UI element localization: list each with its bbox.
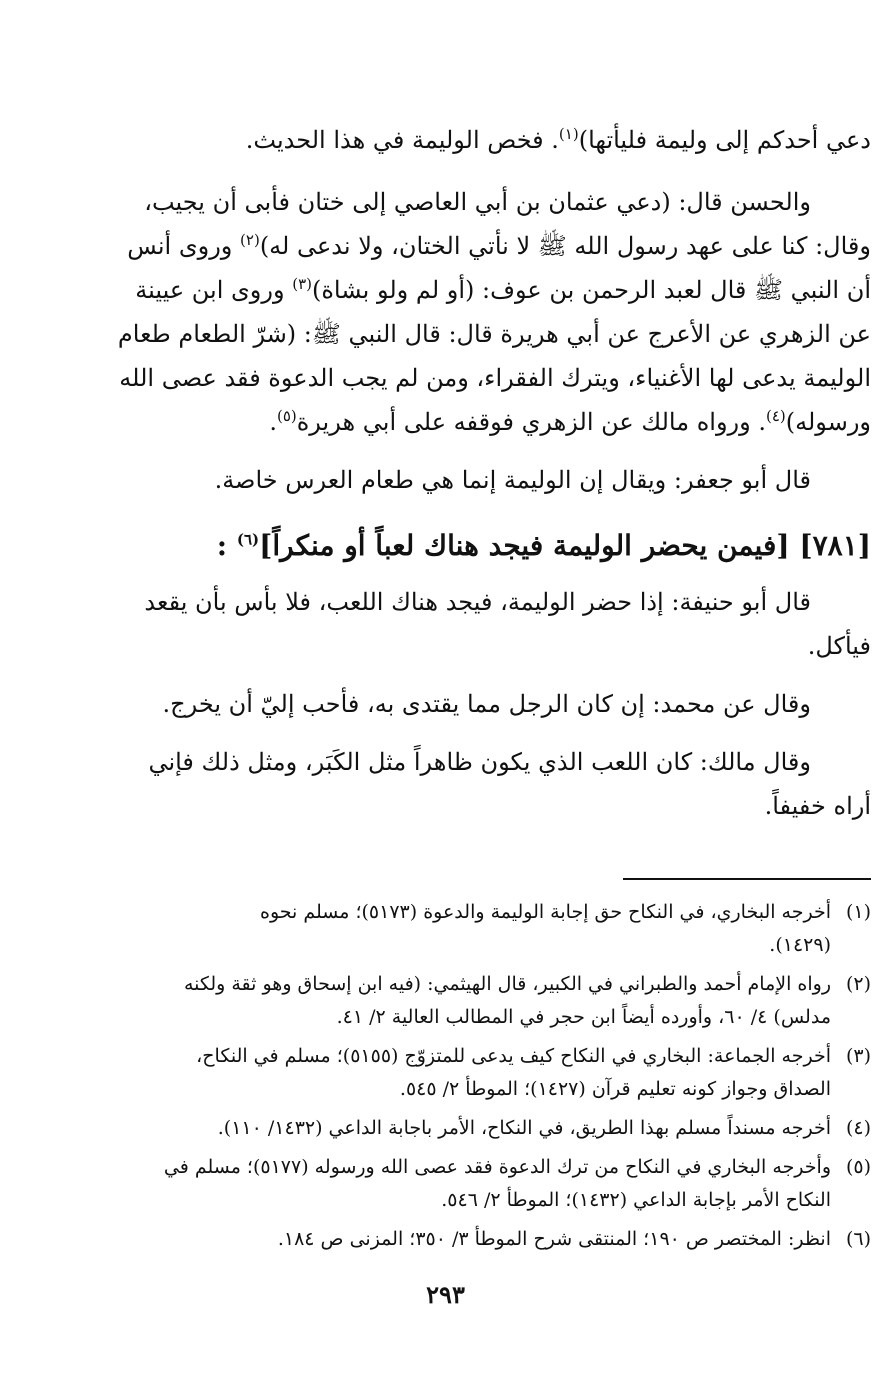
footnote-text: أخرجه مسنداً مسلم بهذا الطريق، في النكاح، الأمر باجابة الداعي (١٤٣٢/ ١١٠). xyxy=(217,1117,831,1139)
footnote-ref: (٦) xyxy=(236,530,260,549)
footnote-text: رواه الإمام أحمد والطبراني في الكبير، قال الهيثمي: (فيه ابن إسحاق وهو ثقة ولكنه xyxy=(183,973,831,995)
text-line: والحسن قال: (دعي عثمان بن أبي العاصي إلى ختان فأبى أن يجيب، xyxy=(144,188,811,216)
text-line: قال أبو حنيفة: إذا حضر الوليمة، فيجد هناك اللعب، فلا بأس بأن يقعد xyxy=(144,588,811,616)
footnote-text: وأخرجه البخاري في النكاح من ترك الدعوة فقد عصى الله ورسوله (٥١٧٧)؛ مسلم في xyxy=(163,1156,831,1178)
footnote xyxy=(19,1151,871,1217)
text-line: قال أبو جعفر: ويقال إن الوليمة إنما هي طعام العرس خاصة. xyxy=(214,466,811,494)
footnote-ref: (٣) xyxy=(292,275,312,293)
footnote-number: (٦) xyxy=(845,1228,871,1250)
footnote-text: أخرجه البخاري، في النكاح حق إجابة الوليمة والدعوة (٥١٧٣)؛ مسلم نحوه xyxy=(260,901,831,923)
text-line: وقال مالك: كان اللعب الذي يكون ظاهراً مثل الكَبَر، ومثل ذلك فإني xyxy=(148,748,811,776)
paragraph-1 xyxy=(19,118,871,162)
text-line: فيأكل. xyxy=(807,632,871,660)
footnote xyxy=(19,1223,871,1256)
text-line: عن الزهري عن الأعرج عن أبي هريرة قال: قال النبي ﷺ: (شرّ الطعام طعام xyxy=(117,320,871,348)
footnote xyxy=(19,1040,871,1106)
footnote-ref: (١) xyxy=(558,125,579,143)
text-line: وقال: كنا على عهد رسول الله ﷺ لا نأتي الختان، ولا ندعى له)$^{(٢)}$ وروى أنس xyxy=(127,231,871,260)
text-line: الوليمة يدعى لها الأغنياء، ويترك الفقراء، ومن لم يجب الدعوة فقد عصى الله xyxy=(119,364,871,392)
footnote-number: (٤) xyxy=(845,1117,871,1139)
paragraph-3 xyxy=(19,458,871,502)
footnote-text: (١٤٢٩). xyxy=(769,934,831,956)
page-number: ٢٩٣ xyxy=(426,1280,465,1309)
footnote-number: (٢) xyxy=(845,973,871,995)
footnote-number: (٥) xyxy=(845,1156,871,1178)
paragraph-2 xyxy=(19,180,871,444)
footnote-text: الصداق وجواز كونه تعليم قرآن (١٤٢٧)؛ الموطأ ٢/ ٥٤٥. xyxy=(399,1078,831,1100)
section-number: [٧٨١] xyxy=(799,529,871,562)
footnote-number: (١) xyxy=(845,901,871,923)
text-line: دعي أحدكم إلى وليمة فليأتها)$^{(١)}$. فخص الوليمة في هذا الحديث. xyxy=(245,125,871,154)
section-heading: [٧٨١] [فيمن يحضر الوليمة فيجد هناك لعباً أو منكراً]$^{(٦)}$ : xyxy=(216,529,871,562)
footnote-ref: (٥) xyxy=(276,407,297,425)
footnote-text: النكاح الأمر بإجابة الداعي (١٤٣٢)؛ الموطأ ٢/ ٥٤٦. xyxy=(441,1189,831,1211)
footnote-text: مدلس) ٤/ ٦٠، وأورده أيضاً ابن حجر في المطالب العالية ٢/ ٤١. xyxy=(336,1006,831,1028)
paragraph-6 xyxy=(19,740,871,828)
text-line: ورسوله)$^{(٤)}$. ورواه مالك عن الزهري فوقفه على أبي هريرة$^{(٥)}$. xyxy=(269,407,871,436)
section-title: [فيمن يحضر الوليمة فيجد هناك لعباً أو منكراً] xyxy=(259,529,790,562)
footnotes xyxy=(19,896,871,1256)
footnote xyxy=(19,968,871,1034)
footnote-text: أخرجه الجماعة: البخاري في النكاح كيف يدعى للمتزوّج (٥١٥٥)؛ مسلم في النكاح، xyxy=(196,1045,831,1067)
footnote-ref: (٤) xyxy=(765,407,786,425)
text-line: وقال عن محمد: إن كان الرجل مما يقتدى به، فأحب إليّ أن يخرج. xyxy=(162,690,811,718)
text-line: أراه خفيفاً. xyxy=(764,792,871,820)
text-line: أن النبي ﷺ قال لعبد الرحمن بن عوف: (أو لم ولو بشاة)$^{(٣)}$ وروى ابن عيينة xyxy=(135,275,871,304)
paragraph-4 xyxy=(19,580,871,668)
footnote-separator xyxy=(623,878,871,880)
footnote-ref: (٢) xyxy=(240,231,260,249)
footnote-text: انظر: المختصر ص ١٩٠؛ المنتقى شرح الموطأ ٣/ ٣٥٠؛ المزنى ص ١٨٤. xyxy=(277,1228,831,1250)
footnote-number: (٣) xyxy=(845,1045,871,1067)
footnote xyxy=(19,896,871,962)
footnote xyxy=(19,1112,871,1145)
paragraph-5 xyxy=(19,682,871,726)
